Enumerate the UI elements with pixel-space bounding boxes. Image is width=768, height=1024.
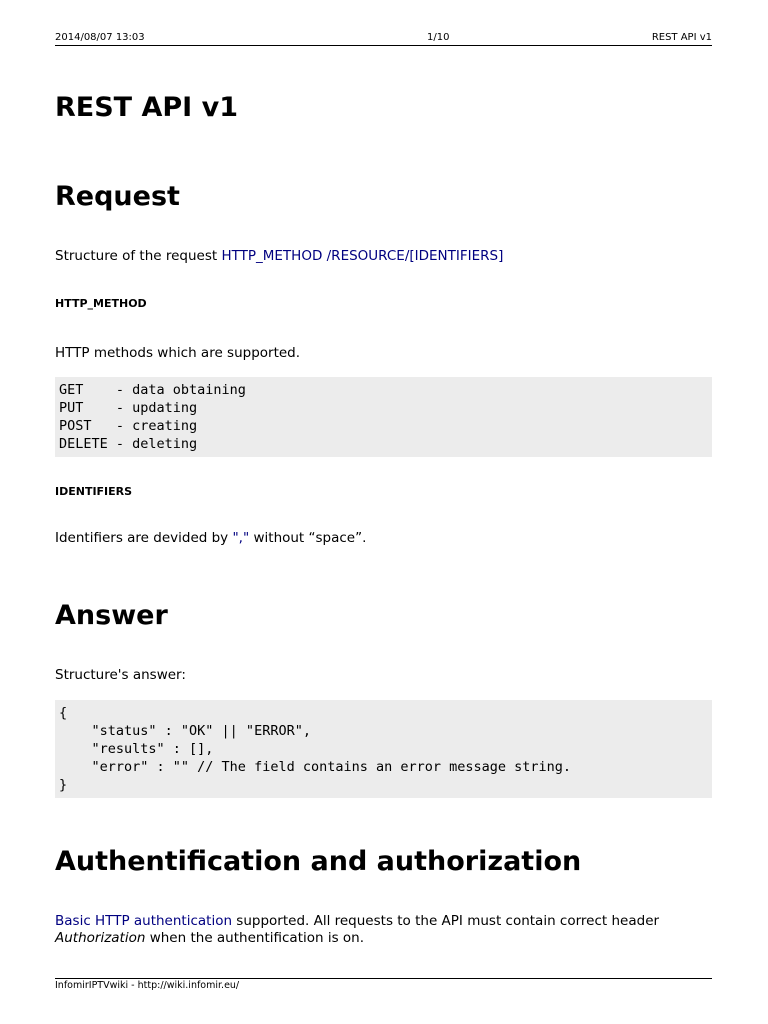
answer-heading: Answer [55, 600, 168, 631]
page-footer [55, 978, 712, 991]
request-structure-link[interactable]: HTTP_METHOD /RESOURCE/[IDENTIFIERS] [221, 248, 504, 264]
page-header [55, 32, 712, 46]
request-heading: Request [55, 181, 180, 212]
identifiers-text-before: Identifiers are devided by [55, 530, 233, 546]
document-title: REST API v1 [55, 92, 239, 123]
request-structure-paragraph [55, 248, 712, 265]
header-date: 2014/08/07 13:03 [55, 32, 145, 43]
footer-text: InfomirIPTVwiki - http://wiki.infomir.eu/ [55, 980, 240, 991]
auth-header-name: Authorization [55, 930, 146, 946]
header-page-number: 1/10 [427, 32, 450, 43]
auth-text-after-link: supported. All requests to the API must contain correct header [232, 913, 660, 929]
identifiers-paragraph [55, 530, 712, 547]
identifiers-separator-link[interactable]: "," [232, 530, 250, 546]
basic-auth-link[interactable]: Basic HTTP authentication [55, 913, 233, 929]
identifiers-text-after: without “space”. [249, 530, 367, 546]
auth-text-end: when the authentification is on. [145, 930, 365, 946]
auth-heading: Authentification and authorization [55, 846, 582, 877]
header-title: REST API v1 [651, 32, 712, 43]
request-structure-text: Structure of the request [55, 248, 222, 264]
http-method-text: HTTP methods which are supported. [55, 345, 301, 361]
auth-paragraph [55, 913, 712, 947]
answer-code-block: { "status" : "OK" || "ERROR", "results" : [], "error" : "" // The field contains an error message string. } [55, 700, 712, 798]
answer-structure-text: Structure's answer: [55, 667, 186, 683]
identifiers-heading: IDENTIFIERS [55, 485, 133, 498]
http-method-heading: HTTP_METHOD [55, 297, 147, 310]
http-method-code-block: GET - data obtaining PUT - updating POST - creating DELETE - deleting [55, 377, 712, 457]
